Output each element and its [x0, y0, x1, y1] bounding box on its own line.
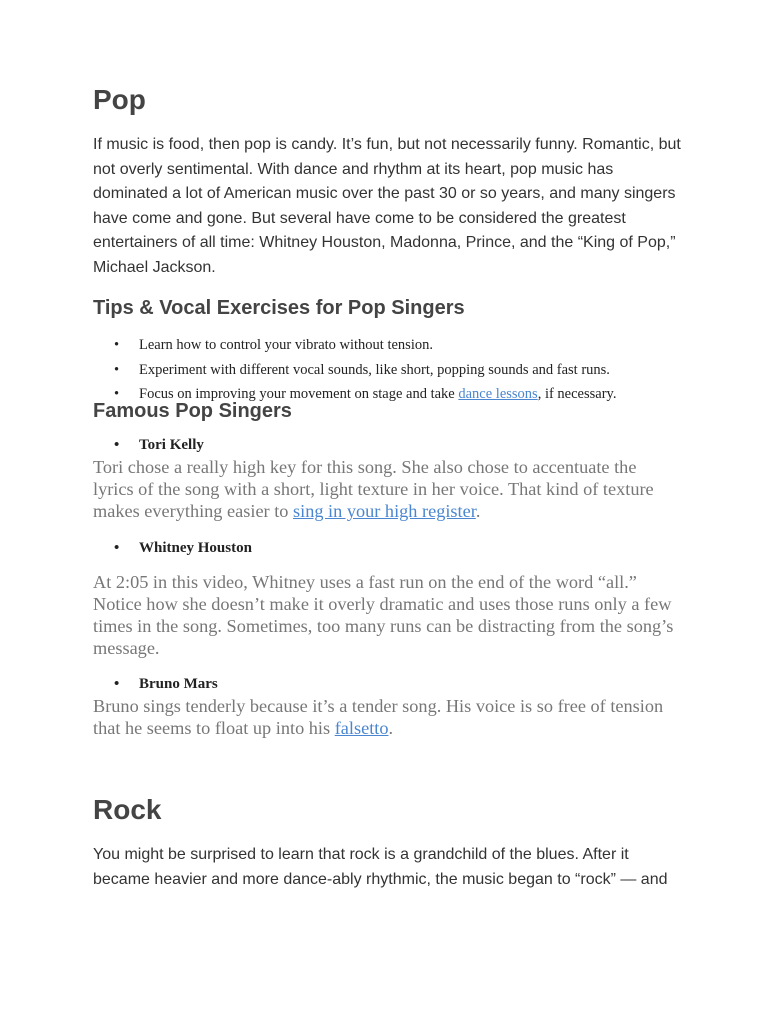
tip-text: Learn how to control your vibrato without tension.	[139, 337, 433, 353]
dance-lessons-link[interactable]: dance lessons	[458, 386, 538, 402]
tip-item	[93, 358, 693, 383]
rock-intro-paragraph: You might be surprised to learn that rock is a grandchild of the blues. After it became heavier and more dance-ably rhythmic, the music began to “rock” — and	[93, 846, 668, 888]
singer-description: At 2:05 in this video, Whitney uses a fast run on the end of the word “all.” Notice how she doesn’t make it overly dramatic and uses those runs only a few times in the song. Sometimes, too many runs can be distracting from the song’s message.	[93, 572, 674, 658]
bullet-icon: •	[114, 437, 120, 453]
bullet-icon: •	[114, 676, 120, 692]
singer-description-text: Tori chose a really high key for this song. She also chose to accentuate the lyrics of the song with a short, light texture in her voice. That kind of texture makes everything easier to	[93, 457, 654, 521]
rock-heading: Rock	[93, 794, 162, 825]
singer-name: Bruno Mars	[139, 676, 218, 692]
singer-name-item	[93, 437, 693, 454]
bullet-icon: •	[114, 361, 120, 378]
singer-description	[93, 695, 678, 739]
pop-intro-paragraph: If music is food, then pop is candy. It’s fun, but not necessarily funny. Romantic, but not overly sentimental. With dance and rhythm at its heart, pop music has dominated a lot of American music over the past 30 or so years, and many singers have come and gone. But several have come to be considered the greatest entertainers of all time: Whitney Houston, Madonna, Prince, and the “King of Pop,” Michael Jackson.	[93, 136, 681, 276]
singer-description	[93, 456, 678, 522]
bullet-icon: •	[114, 386, 120, 402]
tip-item	[93, 333, 693, 358]
tips-list	[93, 333, 693, 407]
tip-text-before: Focus on improving your movement on stage and take	[139, 386, 459, 402]
bullet-icon: •	[114, 337, 120, 353]
singer-name-item	[93, 676, 693, 693]
singer-name: Tori Kelly	[139, 437, 204, 453]
bullet-icon: •	[114, 540, 120, 556]
tips-heading: Tips & Vocal Exercises for Pop Singers	[93, 297, 465, 319]
tip-text: Experiment with different vocal sounds, like short, popping sounds and fast runs.	[139, 361, 610, 378]
tip-text-after: , if necessary.	[537, 386, 617, 402]
singer-description-end: .	[475, 501, 481, 521]
famous-singers-heading: Famous Pop Singers	[93, 400, 292, 422]
singer-description-end: .	[388, 718, 394, 738]
high-register-link[interactable]: sing in your high register	[293, 501, 476, 521]
falsetto-link[interactable]: falsetto	[334, 718, 389, 738]
singer-name-item	[93, 540, 693, 557]
singer-name: Whitney Houston	[139, 540, 252, 556]
pop-heading: Pop	[93, 84, 146, 115]
singer-description-text: Bruno sings tenderly because it’s a tender song. His voice is so free of tension that he seems to float up into his	[93, 696, 664, 738]
